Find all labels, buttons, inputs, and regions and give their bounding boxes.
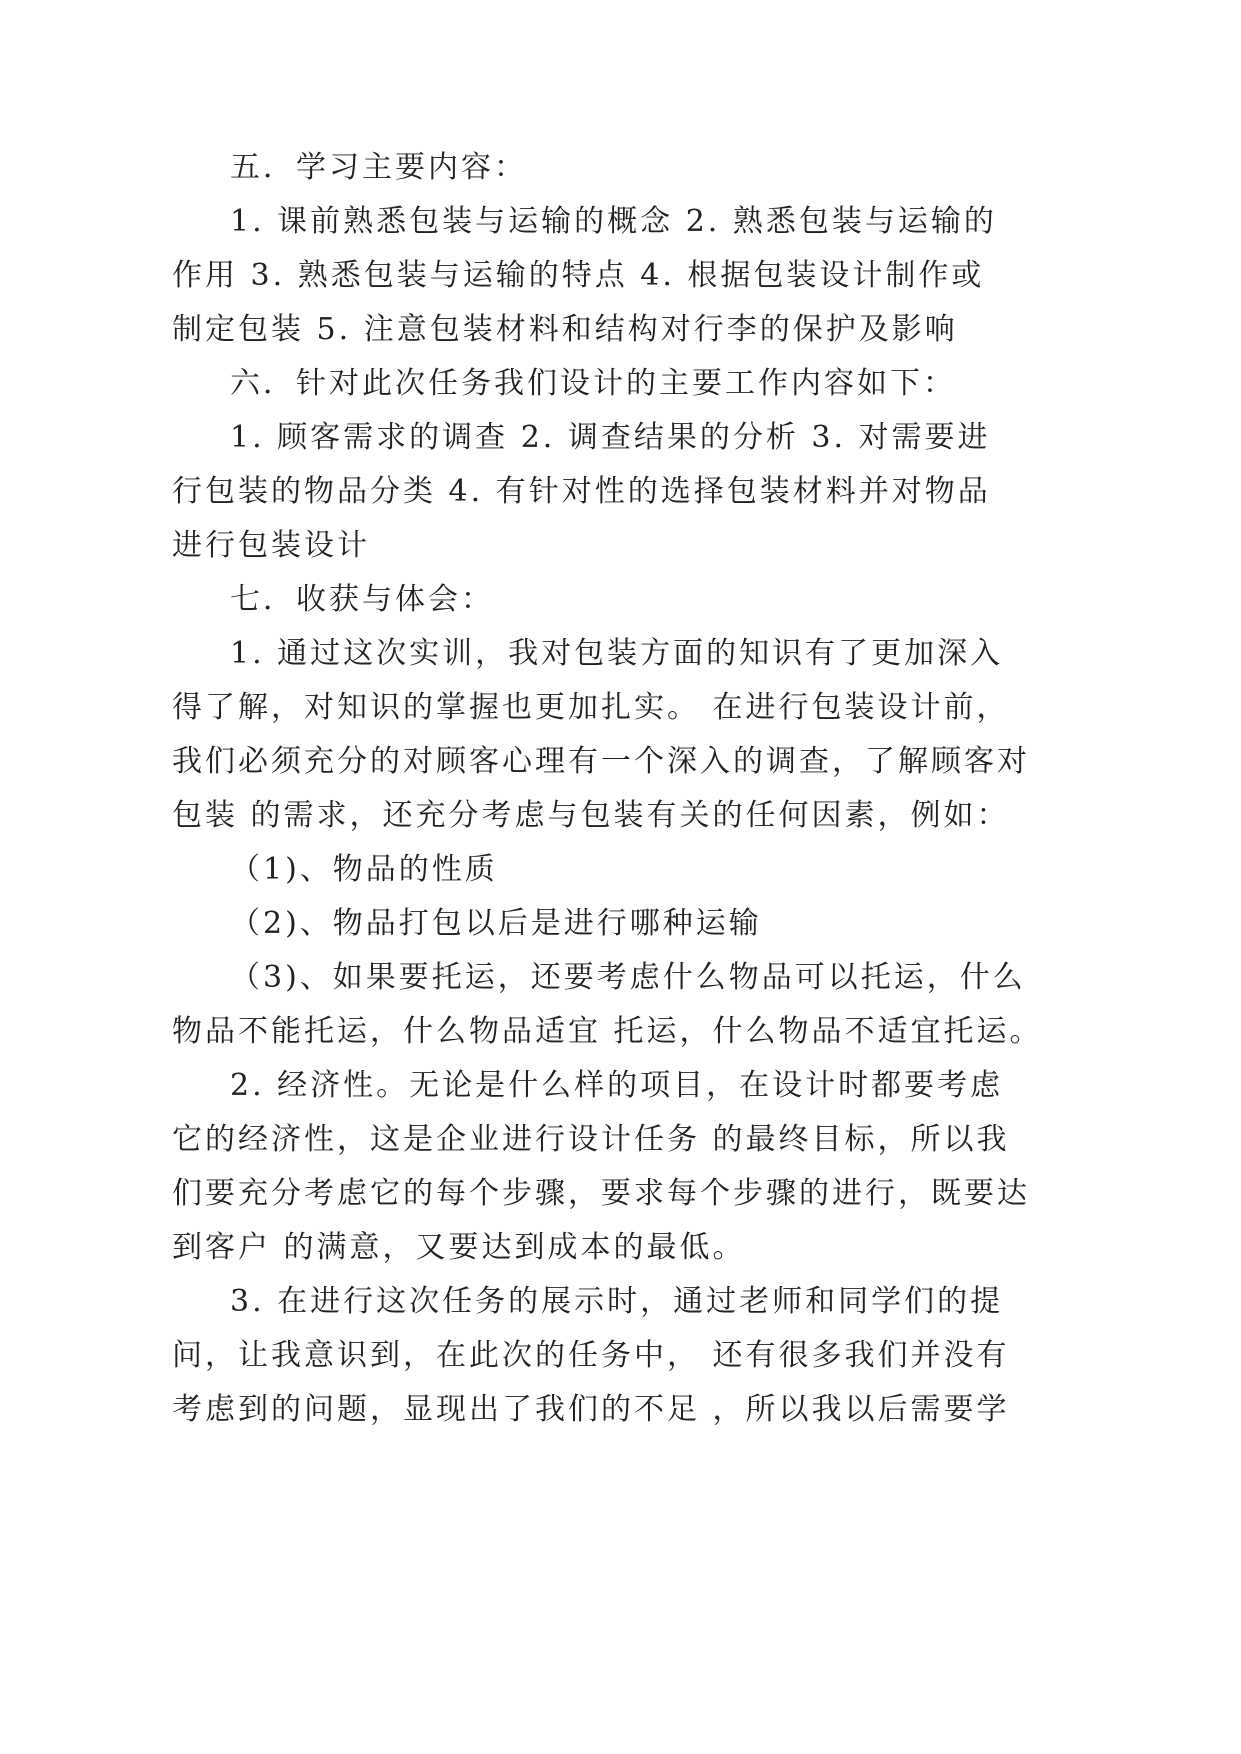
paragraph-line: 我们必须充分的对顾客心理有一个深入的调查，了解顾客对: [172, 744, 1030, 779]
paragraph-line: 到客户 的满意，又要达到成本的最低。: [172, 1230, 746, 1265]
list-item: （2)、物品打包以后是进行哪种运输: [230, 906, 762, 941]
paragraph-line: 1. 通过这次实训，我对包装方面的知识有了更加深入: [230, 636, 1004, 671]
paragraph-line: 它的经济性，这是企业进行设计任务 的最终目标，所以我: [172, 1122, 1010, 1157]
paragraph-line: 问，让我意识到，在此次的任务中， 还有很多我们并没有: [172, 1338, 1010, 1373]
paragraph-line: 考虑到的问题，显现出了我们的不足 ，所以我以后需要学: [172, 1392, 1010, 1427]
section-heading: 七．收获与体会：: [230, 582, 494, 617]
list-item: （1)、物品的性质: [230, 852, 498, 887]
paragraph-line: 3. 在进行这次任务的展示时，通过老师和同学们的提: [230, 1284, 1004, 1319]
section-heading: 五．学习主要内容：: [230, 150, 527, 185]
paragraph-line: 制定包装 5. 注意包装材料和结构对行李的保护及影响: [172, 312, 958, 347]
paragraph-line: 包装 的需求，还充分考虑与包装有关的任何因素，例如：: [172, 798, 1010, 833]
paragraph-line: 2. 经济性。无论是什么样的项目，在设计时都要考虑: [230, 1068, 1004, 1103]
paragraph-line: 们要充分考虑它的每个步骤，要求每个步骤的进行，既要达: [172, 1176, 1030, 1211]
paragraph-line: 1. 课前熟悉包装与运输的概念 2. 熟悉包装与运输的: [230, 204, 997, 239]
paragraph-line: 1. 顾客需求的调查 2. 调查结果的分析 3. 对需要进: [230, 420, 991, 455]
section-heading: 六．针对此次任务我们设计的主要工作内容如下：: [230, 366, 956, 401]
paragraph-line: 得了解，对知识的掌握也更加扎实。 在进行包装设计前，: [172, 690, 1010, 725]
list-item: （3)、如果要托运，还要考虑什么物品可以托运，什么: [230, 960, 1026, 995]
paragraph-line: 物品不能托运，什么物品适宜 托运，什么物品不适宜托运。: [172, 1014, 1043, 1049]
paragraph-line: 作用 3. 熟悉包装与运输的特点 4. 根据包装设计制作或: [172, 258, 985, 293]
paragraph-line: 进行包装设计: [172, 528, 370, 563]
paragraph-line: 行包装的物品分类 4. 有针对性的选择包装材料并对物品: [172, 474, 991, 509]
